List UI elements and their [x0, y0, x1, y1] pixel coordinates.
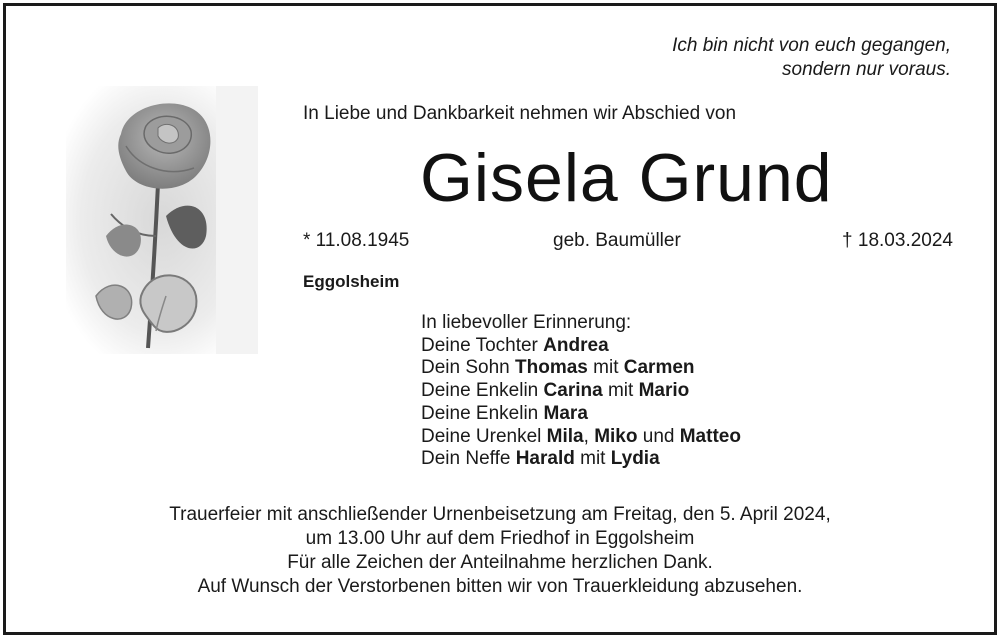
mourner-name: Carmen: [623, 357, 695, 379]
relation: Deine Urenkel: [421, 425, 547, 447]
mourner-name: Lydia: [610, 448, 660, 470]
mourner-name: Mara: [543, 402, 588, 424]
life-dates: [303, 230, 953, 254]
notice-line-1: Trauerfeier mit anschließender Urnenbeisetzung am Freitag, den 5. April 2024,: [169, 504, 831, 525]
mourner-name: Mario: [638, 380, 690, 402]
town: Eggolsheim: [303, 272, 400, 291]
joiner: und: [637, 425, 680, 447]
motto-line-2: sondern nur voraus.: [782, 59, 951, 80]
mourner-name: Carina: [543, 380, 603, 402]
notice-line-4: Auf Wunsch der Verstorbenen bitten wir von Trauerkleidung abzusehen.: [197, 576, 803, 597]
notice-line-3: Für alle Zeichen der Anteilnahme herzlichen Dank.: [287, 552, 713, 573]
joiner: mit: [587, 357, 624, 379]
relation: Deine Tochter: [421, 334, 544, 356]
motto: [672, 34, 951, 82]
maiden-name: geb. Baumüller: [553, 230, 681, 251]
mourner-name: Thomas: [515, 357, 588, 379]
mourner-row: [421, 335, 741, 358]
mourner-row: [421, 403, 741, 426]
mourner-name: Miko: [594, 425, 638, 447]
mourner-row: [421, 380, 741, 403]
mourners-list: [421, 312, 741, 471]
mourners-heading: In liebevoller Erinnerung:: [421, 312, 632, 333]
mourner-name: Matteo: [679, 425, 741, 447]
joiner: mit: [574, 448, 611, 470]
joiner: mit: [602, 380, 639, 402]
joiner: ,: [583, 425, 595, 447]
relation: Deine Enkelin: [421, 402, 544, 424]
mourner-row: [421, 357, 741, 380]
intro-text: In Liebe und Dankbarkeit nehmen wir Abschied von: [303, 103, 737, 124]
rose-image: [66, 86, 258, 354]
birth-date: * 11.08.1945: [303, 230, 410, 251]
mourner-row: [421, 448, 741, 471]
motto-line-1: Ich bin nicht von euch gegangen,: [672, 35, 951, 56]
mourner-name: Harald: [515, 448, 575, 470]
mourner-name: Mila: [546, 425, 584, 447]
death-date: † 18.03.2024: [842, 230, 953, 251]
notice-line-2: um 13.00 Uhr auf dem Friedhof in Eggolsheim: [305, 528, 695, 549]
relation: Dein Neffe: [421, 448, 516, 470]
relation: Deine Enkelin: [421, 380, 544, 402]
deceased-name: Gisela Grund: [420, 140, 833, 216]
mourner-name: Andrea: [543, 334, 609, 356]
funeral-notice: [0, 503, 1000, 599]
relation: Dein Sohn: [421, 357, 516, 379]
mourner-row: [421, 426, 741, 449]
